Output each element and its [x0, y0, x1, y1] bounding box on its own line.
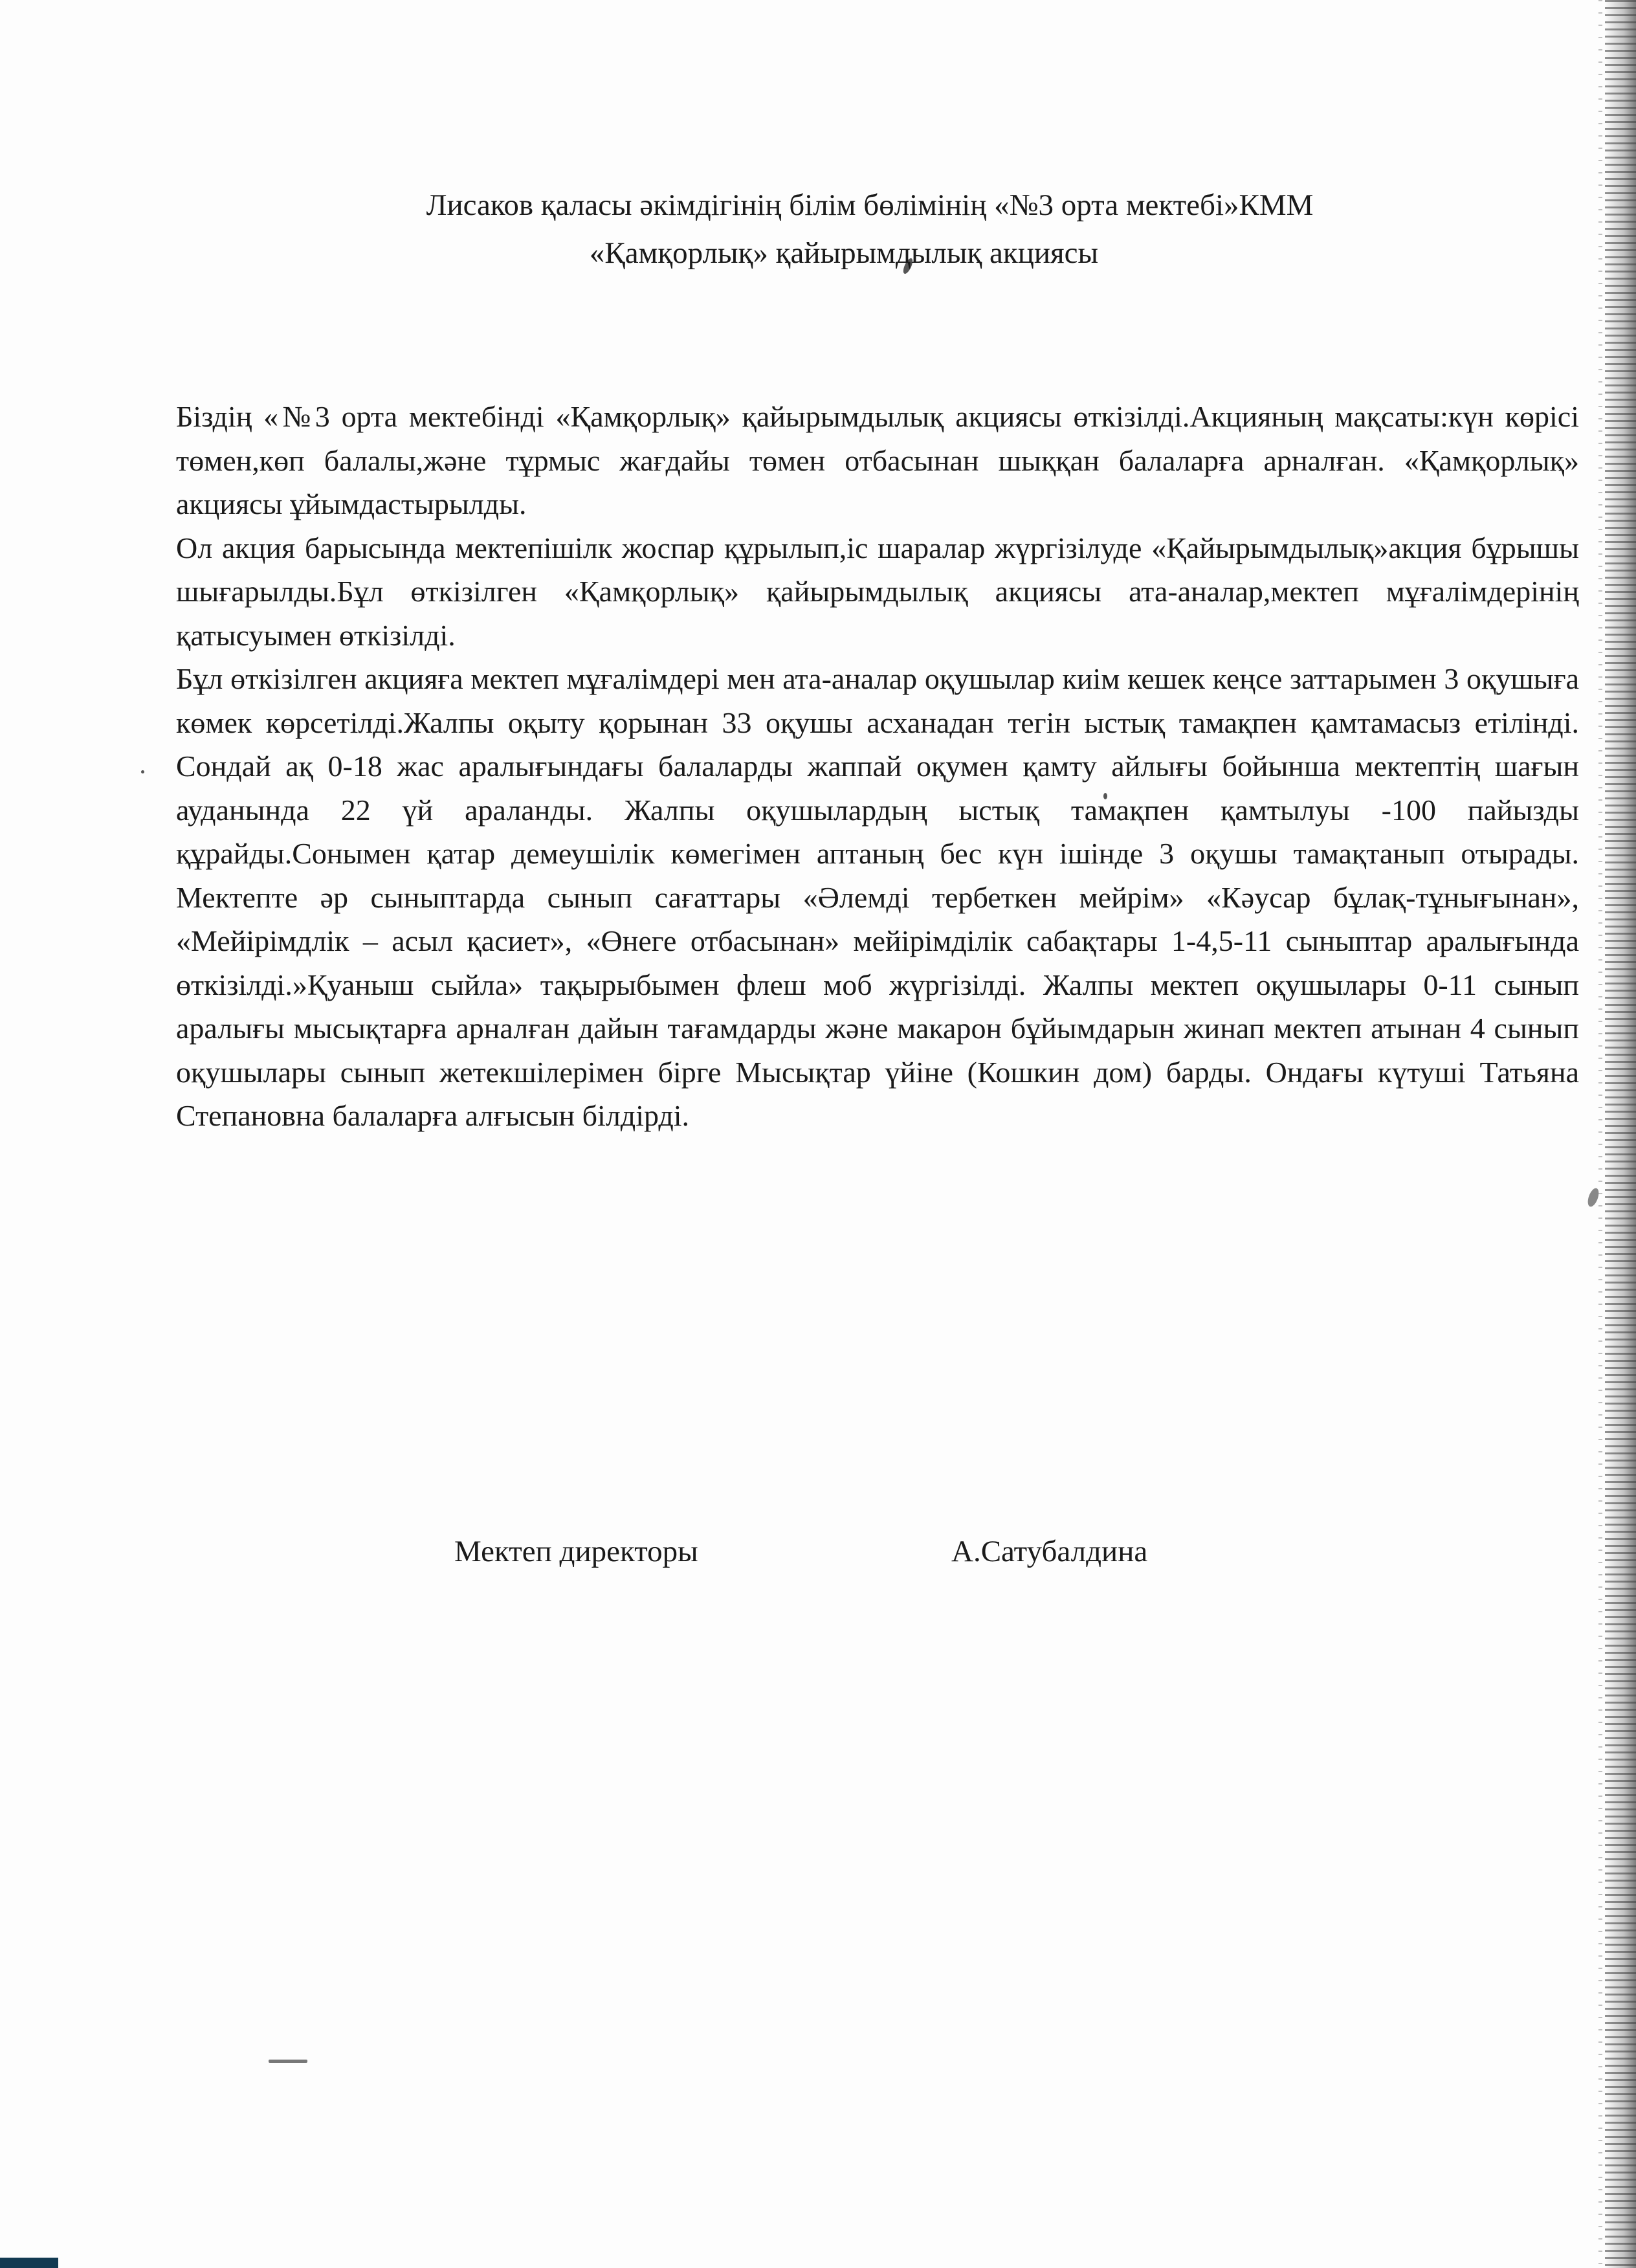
signature-role: Мектеп директоры: [454, 1535, 698, 1568]
document-body: [176, 395, 1579, 1138]
header-organization: Лисаков қаласы әкімдігінің білім бөлімінің «№3 орта мектебі»КММ: [426, 188, 1314, 222]
scan-corner-mark: [0, 2258, 58, 2268]
scan-speck: [269, 2060, 307, 2063]
paragraph-activities: Ол акция барысында мектепішілк жоспар құрылып,іс шаралар жүргізілуде «Қайырымдылық»акция бұрышы шығарылды.Бұл өткізілген «Қамқорлық» қайырымдылық акциясы ата-аналар,мектеп мұғалімдерінің қатысуымен өткізілді.: [176, 531, 1579, 652]
paragraph-intro: Біздің «№3 орта мектебінді «Қамқорлық» қайырымдылық акциясы өткізілді.Акцияның мақсаты:күн көрісі төмен,көп балалы,және тұрмыс жағдайы төмен отбасынан шыққан балаларға арналған. «Қамқорлық» акциясы ұйымдастырылды.: [176, 400, 1579, 520]
document-header: [0, 181, 1636, 277]
signature-name: А.Сатубалдина: [951, 1535, 1148, 1568]
paragraph-results: Бұл өткізілген акцияға мектеп мұғалімдері мен ата-аналар оқушылар киім кешек кеңсе заттарымен 3 оқушыға көмек көрсетілді.Жалпы оқыту қорынан 33 оқушы асханадан тегін ыстық тамақпен қамтамасыз етілінді. Сондай ақ 0-18 жас аралығындағы балаларды жаппай оқумен қамту айлығы бойынша мектептің шағын ауданында 22 үй араланды. Жалпы оқушылардың ыстық тамақпен қамтылуы -100 пайызды құрайды.Сонымен қатар демеушілік көмегімен аптаның бес күн ішінде 3 оқушы тамақтанып отырады. Мектепте әр сыныптарда сынып сағаттары «Әлемді тербеткен мейрім» «Кәусар бұлақ-тұнығынан», «Мейірімдлік – асыл қасиет», «Өнеге отбасынан» мейірімділік сабақтары 1-4,5-11 сыныптар аралығында өткізілді.»Қуаныш сыйла» тақырыбымен флеш моб жүргізілді. Жалпы мектеп оқушылары 0-11 сынып аралығы мысықтарға арналған дайын тағамдарды және макарон бұйымдарын жинап мектеп атынан 4 сынып оқушылары сынып жетекшілерімен бірге Мысықтар үйіне (Кошкин дом) барды. Ондағы күтуші Татьяна Степановна балаларға алғысын білдірді.: [176, 662, 1579, 1132]
scan-edge-noise: [1605, 0, 1636, 2268]
scan-speck: [141, 770, 144, 773]
scan-edge-noise-secondary: [1598, 0, 1602, 2268]
header-title: «Қамқорлық» қайырымдылық акциясы: [589, 236, 1099, 270]
